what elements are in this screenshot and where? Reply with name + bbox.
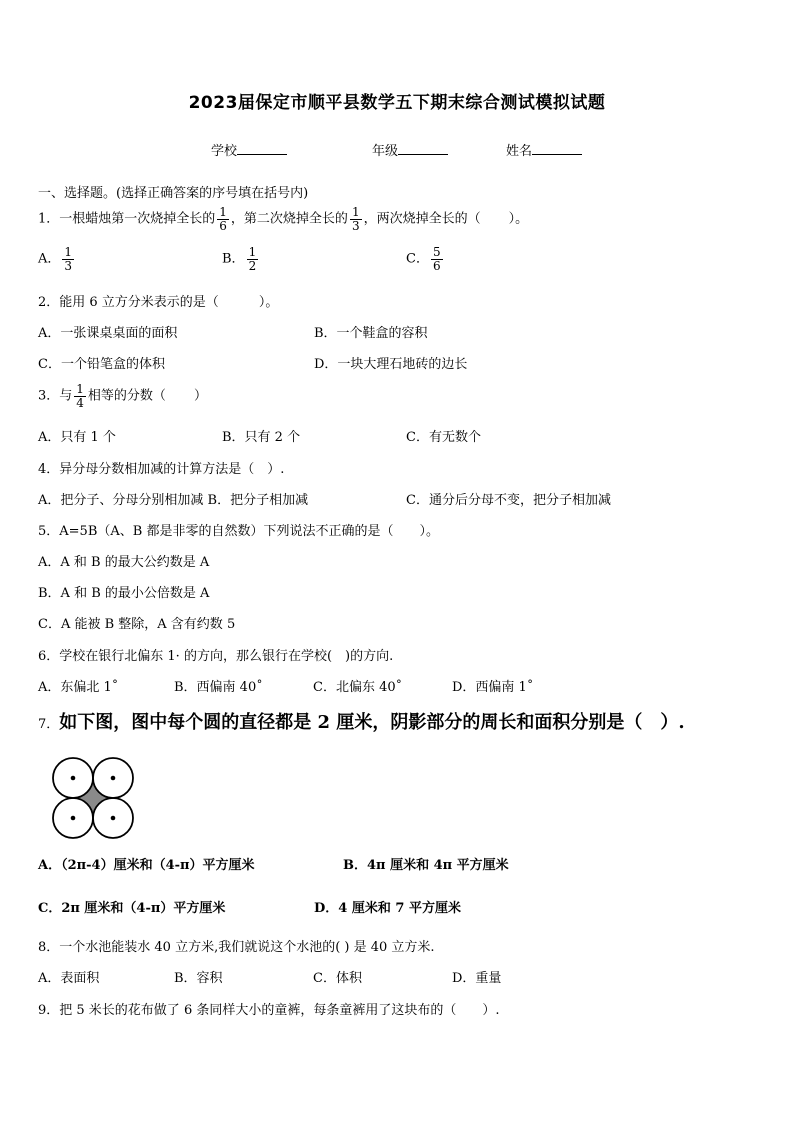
page-title: 2023届保定市顺平县数学五下期末综合测试模拟试题 <box>188 93 606 113</box>
q4-option-c: C．通分后分母不变，把分子相加减 <box>406 493 611 508</box>
q1-option-b: B． $\frac{1}{2}$ <box>222 245 257 273</box>
question-4: 4．异分母分数相加减的计算方法是（ ）. <box>38 462 285 477</box>
question-2: 2．能用 6 立方分米表示的是（ ）。 <box>38 295 279 310</box>
q6-option-c: C．北偏东 40˚ <box>313 680 403 695</box>
q5-option-c: C．A 能被 B 整除，A 含有约数 5 <box>38 617 236 632</box>
school-field <box>211 140 287 159</box>
school-label: 学校 <box>211 144 238 159</box>
q2-option-b: B．一个鞋盒的容积 <box>314 326 428 341</box>
school-blank <box>237 141 287 155</box>
q1-fraction-1: $\frac{1}{6}$ <box>219 205 227 233</box>
q8-option-c: C．体积 <box>313 971 362 986</box>
question-5: 5．A=5B（A、B 都是非零的自然数）下列说法不正确的是（ ）。 <box>38 524 439 539</box>
question-8: 8．一个水池能装水 40 立方米,我们就说这个水池的( ) 是 40 立方米. <box>38 940 435 955</box>
q8-option-a: A．表面积 <box>38 971 100 986</box>
q7-option-c: C．2π 厘米和（4-π）平方厘米 <box>38 901 226 916</box>
grade-field <box>372 140 448 159</box>
center-dot <box>111 776 116 781</box>
q1-fraction-2: $\frac{1}{3}$ <box>351 205 360 233</box>
center-dot <box>71 816 76 821</box>
question-7: 7．如下图，图中每个圆的直径都是 2 厘米，阴影部分的周长和面积分别是（ ）. <box>38 712 685 733</box>
name-label: 姓名 <box>506 144 533 159</box>
question-1 <box>38 206 528 232</box>
name-blank <box>532 141 582 155</box>
center-dot <box>111 816 116 821</box>
q1-text-post: ，两次烧掉全长的（ <box>363 211 481 227</box>
q2-option-d: D．一块大理石地砖的边长 <box>314 357 468 372</box>
question-9: 9．把 5 米长的花布做了 6 条同样大小的童裤，每条童裤用了这块布的（ ）. <box>38 1003 500 1018</box>
q3-option-a: A．只有 1 个 <box>38 430 116 445</box>
q1-option-a: A． $\frac{1}{3}$ <box>38 245 73 273</box>
q6-option-b: B．西偏南 40˚ <box>174 680 263 695</box>
grade-blank <box>398 141 448 155</box>
q6-option-d: D．西偏南 1˚ <box>452 680 534 695</box>
q7-option-d: D．4 厘米和 7 平方厘米 <box>314 901 461 916</box>
q4-option-ab: A．把分子、分母分别相加减 B．把分子相加减 <box>38 493 309 508</box>
grade-label: 年级 <box>372 144 399 159</box>
q8-option-b: B．容积 <box>174 971 223 986</box>
name-field <box>506 140 582 159</box>
q1-close: ）。 <box>508 211 529 227</box>
circles-svg <box>50 755 136 841</box>
q3-option-c: C．有无数个 <box>406 430 481 445</box>
four-circles-figure <box>50 755 136 845</box>
question-3: 3．与 $\frac{1}{4}$ 相等的分数（ ） <box>38 382 207 410</box>
q1-text-mid: ，第二次烧掉全长的 <box>230 211 348 227</box>
q3-fraction: $\frac{1}{4}$ <box>76 382 84 410</box>
q2-option-c: C．一个铅笔盒的体积 <box>38 357 165 372</box>
q3-option-b: B．只有 2 个 <box>222 430 301 445</box>
q1-text-pre: 1．一根蜡烛第一次烧掉全长的 <box>38 211 216 227</box>
q7-option-b: B．4π 厘米和 4π 平方厘米 <box>343 858 509 873</box>
q1-option-c: C． $\frac{5}{6}$ <box>406 245 441 273</box>
q7-option-a: A．（2π-4）厘米和（4-π）平方厘米 <box>38 858 255 873</box>
center-dot <box>71 776 76 781</box>
q8-option-d: D．重量 <box>452 971 502 986</box>
q5-option-a: A．A 和 B 的最大公约数是 A <box>38 555 210 570</box>
q6-option-a: A．东偏北 1˚ <box>38 680 119 695</box>
section-heading: 一、选择题。(选择正确答案的序号填在括号内) <box>38 186 309 201</box>
q5-option-b: B．A 和 B 的最小公倍数是 A <box>38 586 210 601</box>
q2-option-a: A．一张课桌桌面的面积 <box>38 326 178 341</box>
question-6: 6．学校在银行北偏东 1· 的方向，那么银行在学校( )的方向. <box>38 649 394 664</box>
